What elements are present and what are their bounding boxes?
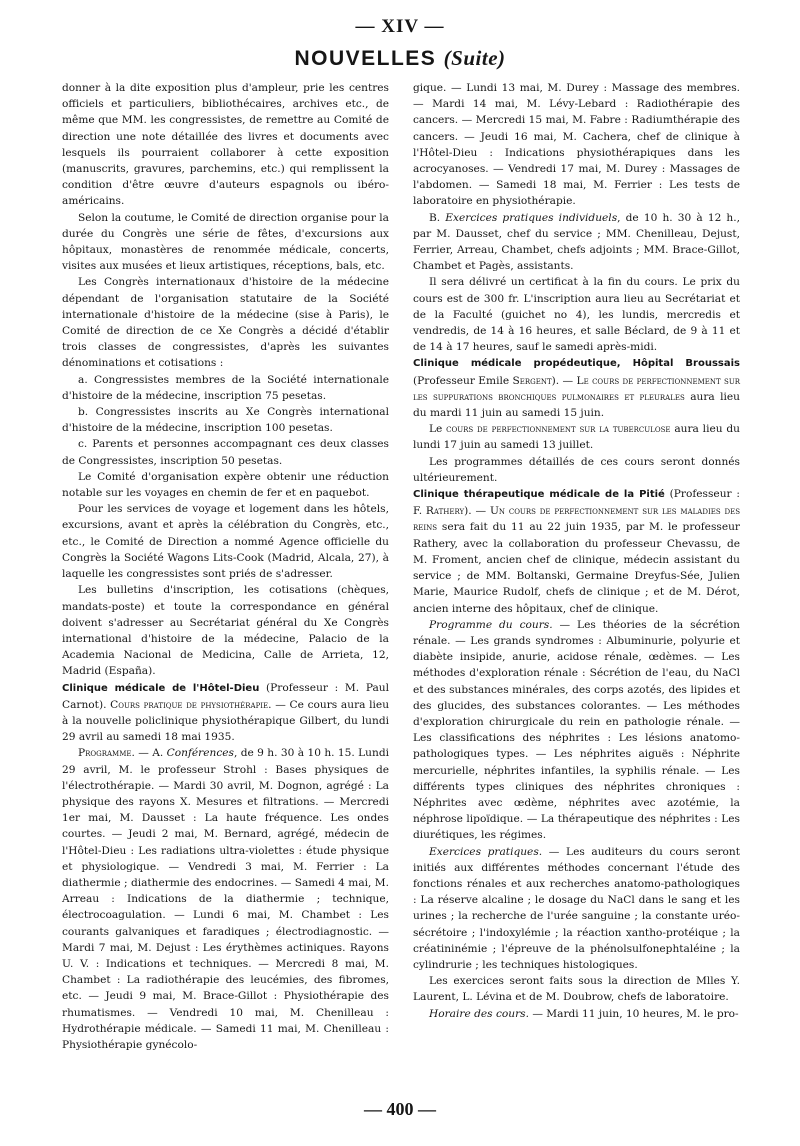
text: ). — <box>551 374 577 387</box>
text: Programme du cours. <box>429 618 553 631</box>
section-heading: Clinique médicale propédeutique, Hôpital Broussais <box>413 358 740 370</box>
text: ). — <box>464 505 490 518</box>
paragraph: Les programmes détaillés de ces cours seront donnés ultérieurement. <box>413 455 740 484</box>
page-title <box>0 46 800 71</box>
paragraph <box>62 680 389 746</box>
professor-name: Sergent <box>512 374 552 387</box>
paragraph: Selon la coutume, le Comité de direction organise pour la durée du Congrès une série de fêtes, d'excursions aux hôpitaux, monastères de renommée médicale, concerts, visites aux musées et lieux artistiques, réceptions, bals, etc. <box>62 211 389 273</box>
professor-note: (Professeur : M. Paul Carnot). <box>62 681 390 711</box>
text: Exercices pratiques individuels <box>445 211 618 224</box>
course-title: Un cours de perfectionnement sur les maladies des reins <box>413 505 740 534</box>
text: (Professeur Emile <box>413 374 513 387</box>
professor-name: Rathery <box>425 505 465 518</box>
text: aura lieu du lundi 17 juin au samedi 13 juillet. <box>413 423 741 452</box>
title-suite: (Suite) <box>443 46 506 70</box>
paragraph: c. Parents et personnes accompagnant ces deux classes de Congressistes, inscription 50 pesetas. <box>62 438 389 467</box>
text: , de 9 h. 30 à 10 h. 15. Lundi 29 avril, M. le professeur Strohl : Bases physiques de l'électrothérapie. — Mardi 30 avril, M. Dognon, agrégé : La physique des rayons X. Mesures et filtrations. — Mercredi 1er mai, M. Dausset : La haute fréquence. Les ondes courtes. — Jeudi 2 mai, M. Bernard, agrégé, médecin de l'Hôtel-Dieu : Les radiations ultra-violettes : étude physique et physiologique. — Vendredi 3 mai, M. Ferrier : La diathermie ; diathermie des endocrines. — Samedi 4 mai, M. Arreau : Indications de la diathermie ; technique, électrocoagulation. — Lundi 6 mai, M. Chambet : Les courants galvaniques et faradiques ; électrodiagnostic. — Mardi 7 mai, M. Dejust : Les érythèmes actiniques. Rayons U. V. : Indications et techniques. — Mercredi 8 mai, M. Chambet : La radiothérapie des leucémies, des fibromes, etc. — Jeudi 9 mai, M. Brace-Gillot : Physiothérapie des rhumatismes. — Vendredi 10 mai, M. Chenilleau : Hydrothérapie médicale. — Samedi 11 mai, M. Chenilleau : Physiothérapie gynécolo- <box>62 747 389 1051</box>
paragraph <box>413 355 740 421</box>
paragraph <box>413 617 740 844</box>
section-heading: Clinique médicale de l'Hôtel-Dieu <box>62 682 260 694</box>
page-number: — 400 — <box>364 1099 436 1119</box>
text: Le <box>429 423 447 436</box>
title-main: NOUVELLES <box>294 47 437 70</box>
text: — A. <box>134 747 167 760</box>
course-title: Le cours de perfectionnement sur les suppurations bronchiques pulmonaires et pleurales <box>413 374 740 403</box>
right-column <box>413 80 740 1022</box>
text: sera fait du 11 au 22 juin 1935, par M. le professeur Rathery, avec la collaboration du professeur Chevassu, de M. Froment, ancien chef de clinique, médecin assistant du service ; de MM. Boltanski, Germaine Dreyfus-Sée, Julien Marie, Maurice Rudolf, chefs de clinique ; et de M. Dérot, ancien interne des hôpitaux, chef de clinique. <box>413 521 740 615</box>
paragraph: Les Congrès internationaux d'histoire de la médecine dépendant de l'organisation statutaire de la Société internationale d'histoire de la médecine (sise à Paris), le Comité de direction de ce Xe Congrès a décidé d'établir trois classes de congressistes, d'après les suivantes dénominations et cotisations : <box>62 276 389 370</box>
text: — Ce cours aura lieu à la nouvelle policlinique physiothérapique Gilbert, du lundi 29 avril au samedi 18 mai 1935. <box>62 698 390 744</box>
left-column <box>62 80 389 1053</box>
course-title: Cours pratique de physiothérapie. <box>110 698 272 711</box>
paragraph <box>413 421 740 453</box>
text: (Professeur : F. <box>413 488 740 518</box>
course-title: cours de perfectionnement sur la tuberculose <box>446 423 671 436</box>
text: — Les auditeurs du cours seront initiés aux différentes méthodes concernant l'étude des fonctions rénales et aux recherches anatomo-pathologiques : La réserve alcaline ; le dosage du NaCl dans le sang et les urines ; la recherche de l'urée sanguine ; la constante uréo-sécrétoire ; l'indoxylémie ; la réaction xantho-protéique ; la créatininémie ; l'épreuve de la phénolsulfonephtaléine ; la cylindrurie ; les techniques histologiques. <box>413 845 740 971</box>
text: B. <box>429 211 446 224</box>
program-label: Programme. <box>78 747 135 760</box>
paragraph: Le Comité d'organisation expère obtenir une réduction notable sur les voyages en chemin de fer et en paquebot. <box>62 470 389 500</box>
paragraph: Les bulletins d'inscription, les cotisations (chèques, mandats-poste) et toute la correspondance en général doivent s'adresser au Secrétariat général du Xe Congrès international d'histoire de la médecine, Palacio de la Academia Nacional de Medicina, Calle de Arrieta, 12, Madrid (España). <box>62 584 389 678</box>
paragraph: gique. — Lundi 13 mai, M. Durey : Massage des membres. — Mardi 14 mai, M. Lévy-Lebard : Radiothérapie des cancers. — Mercredi 15 mai, M. Fabre : Radiumthérapie des cancers. — Jeudi 16 mai, M. Cachera, chef de clinique à l'Hôtel-Dieu : Indications physiothérapiques dans les acrocyanoses. — Vendredi 17 mai, M. Durey : Massages de l'abdomen. — Samedi 18 mai, M. Ferrier : Les tests de laboratoire en physiothérapie. <box>413 82 740 208</box>
text: — Les théories de la sécrétion rénale. — Les grands syndromes : Albuminurie, polyurie et diabète insipide, anurie, acidose rénale, œdèmes. — Les méthodes d'exploration rénale : Sécrétion de l'eau, du NaCl et des substances minérales, des corps azotés, des lipides et des glucides, des substances colorantes. — Les méthodes d'exploration chirurgicale du rein en pathologie rénale. — Les classifications des néphrites : Les lésions anatomo-pathologiques types. — Les néphrites aiguës : Néphrite mercurielle, néphrites infantiles, la syphilis rénale. — Les différents types cliniques des néphrites chroniques : Néphrites avec œdème, néphrites avec azotémie, la néphrose lipoïdique. — La thérapeutique des néphrites : Les diurétiques, les régimes. <box>413 618 740 842</box>
text: Conférences <box>166 747 234 760</box>
text: , de 10 h. 30 à 12 h., par M. Dausset, chef du service ; MM. Chenilleau, Dejust, Ferrier, Arreau, Chambet, chefs adjoints ; MM. Brace-Gillot, Chambet et Pagès, assistants. <box>413 211 740 273</box>
text: — Mardi 11 juin, 10 heures, M. le pro- <box>528 1007 739 1020</box>
paragraph: donner à la dite exposition plus d'ampleur, prie les centres officiels et particuliers, bibliothécaires, archives etc., de même que MM. les congressistes, de remettre au Comité de direction une note détaillée des livres et documents avec lesquels ils pourraient collaborer à cette exposition (manuscrits, gravures, parchemins, etc.) qui remplissent la condition d'être œuvre d'auteurs espagnols ou ibéro-américains. <box>62 82 389 208</box>
paragraph: b. Congressistes inscrits au Xe Congrès international d'histoire de la médecine, inscription 100 pesetas. <box>62 406 389 435</box>
paragraph: a. Congressistes membres de la Société internationale d'histoire de la médecine, inscription 75 pesetas. <box>62 373 389 402</box>
paragraph: Les exercices seront faits sous la direction de Mlles Y. Laurent, L. Lévina et de M. Doubrow, chefs de laboratoire. <box>413 975 740 1004</box>
section-heading: Clinique thérapeutique médicale de la Pitié <box>413 489 665 501</box>
paragraph <box>413 1006 740 1022</box>
paragraph: Pour les services de voyage et logement dans les hôtels, excursions, avant et après la célébration du Congrès, etc., etc., le Comité de Direction a nommé Agence officielle du Congrès la Société Wagons Lits-Cook (Madrid, Alcala, 27), à laquelle les congressistes sont priés de s'adresser. <box>62 503 389 581</box>
paragraph: Il sera délivré un certificat à la fin du cours. Le prix du cours est de 300 fr. L'inscription aura lieu au Secrétariat et de la Faculté (guichet no 4), les lundis, mercredis et vendredis, de 14 à 16 heures, et salle Béclard, de 9 à 11 et de 14 à 17 heures, sauf le samedi après-midi. <box>413 276 740 354</box>
text: aura lieu du mardi 11 juin au samedi 15 juin. <box>413 390 740 420</box>
text: Exercices pratiques. <box>429 845 543 858</box>
paragraph <box>62 745 389 1053</box>
paragraph <box>413 844 740 974</box>
paragraph <box>413 210 740 275</box>
paragraph <box>413 486 740 617</box>
text: Horaire des cours. <box>429 1007 529 1020</box>
page-roman-numeral: — XIV — <box>355 16 445 37</box>
